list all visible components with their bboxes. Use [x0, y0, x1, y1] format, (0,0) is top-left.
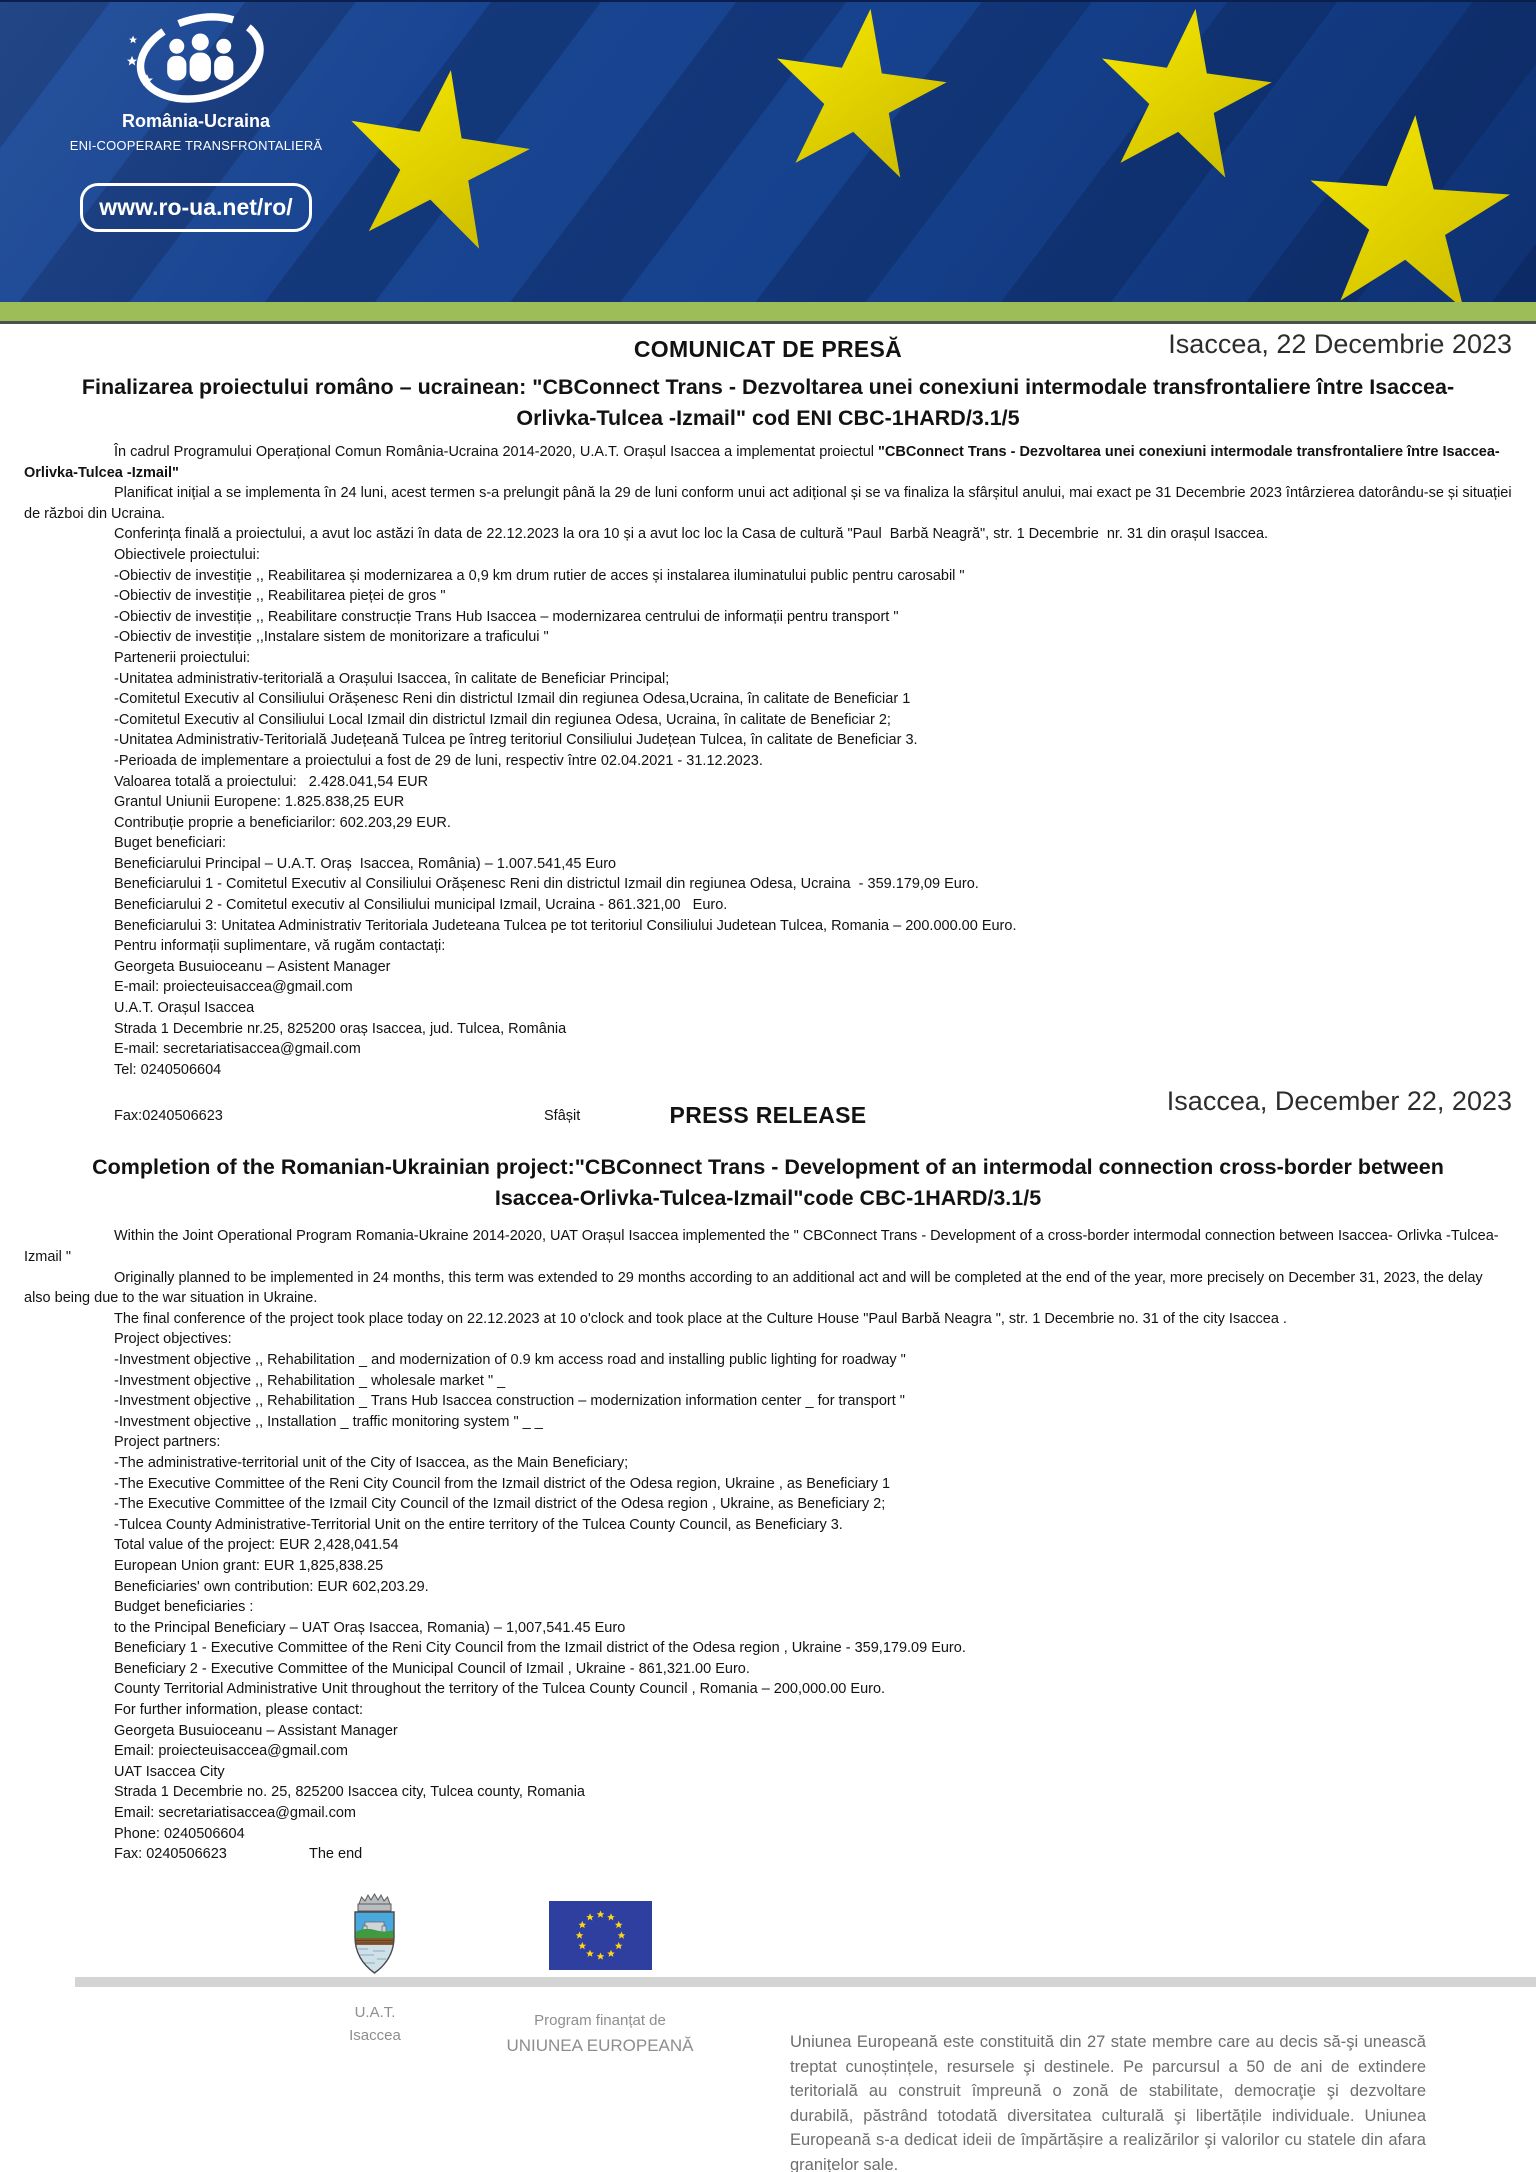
ro-kicker: COMUNICAT DE PRESĂ: [633, 336, 903, 362]
green-divider: [0, 302, 1536, 324]
body-line: -The administrative-territorial unit of the City of Isaccea, as the Main Beneficiary;: [114, 1454, 629, 1471]
body-line: Budget beneficiaries :: [114, 1599, 254, 1616]
body-line: -Unitatea administrativ-teritorială a Orașului Isaccea, în calitate de Beneficiar Principal;: [114, 670, 670, 687]
body-line: Strada 1 Decembrie no. 25, 825200 Isaccea city, Tulcea county, Romania: [114, 1784, 585, 1801]
eu-star-icon: [763, 2, 955, 182]
body-line: Tel: 0240506604: [114, 1061, 222, 1078]
body-line: Email: secretariatisaccea@gmail.com: [114, 1805, 356, 1822]
body-line: -Comitetul Executiv al Consiliului Orășenesc Reni din districtul Izmail din regiunea Odesa,Ucraina, în calitate de Beneficiar 1: [114, 691, 911, 708]
eu-flag-icon: [549, 1901, 652, 1970]
website-url: www.ro-ua.net/ro/: [99, 194, 293, 220]
website-link[interactable]: [80, 183, 311, 232]
body-line: Pentru informații suplimentare, vă rugăm contactați:: [114, 938, 446, 955]
ro-dateline: Isaccea, 22 Decembrie 2023: [1168, 329, 1512, 359]
footer-divider: [75, 1977, 1536, 1987]
en-fax-row: [24, 1846, 1512, 1872]
body-line: Beneficiaries' own contribution: EUR 602,203.29.: [114, 1578, 429, 1595]
romania-ucraina-logo-icon: [101, 10, 291, 106]
program-brand: România-Ucraina: [121, 111, 271, 131]
body-line: -Investment objective ,, Rehabilitation _ Trans Hub Isaccea construction – modernization information center _ for transport ": [114, 1393, 905, 1410]
program-subtitle: ENI-COOPERARE TRANSFRONTALIERĂ: [69, 138, 323, 153]
ro-detail-lines: [24, 545, 1512, 1080]
body-line: Beneficiarului 2 - Comitetul executiv al Consiliului municipal Izmail, Ucraina - 861.321,00 Euro.: [114, 897, 728, 914]
program-logo-block: [58, 10, 334, 232]
en-title: Completion of the Romanian-Ukrainian project:"CBConnect Trans - Development of an intermodal connection cross-border between Isaccea-Orlivka-Tulcea-Izmail"code CBC-1HARD/3.1/5: [92, 1155, 1444, 1211]
body-line: Project partners:: [114, 1434, 221, 1451]
body-line: -The Executive Committee of the Izmail City Council of the Izmail district of the Odesa region , Ukraine, as Beneficiary 2;: [114, 1496, 886, 1513]
isaccea-coat-of-arms-icon: [351, 1891, 398, 1975]
body-line: Project objectives:: [114, 1331, 232, 1348]
body-line: For further information, please contact:: [114, 1702, 364, 1719]
body-line: European Union grant: EUR 1,825,838.25: [114, 1557, 384, 1574]
ro-paragraph-3: Conferința finală a proiectului, a avut loc astăzi în data de 22.12.2023 la ora 10 și a avut loc loc la Casa de cultură "Paul Barbă Neagră", str. 1 Decembrie nr. 31 din orașul Isaccea.: [114, 526, 1269, 543]
body-line: Phone: 0240506604: [114, 1825, 245, 1842]
en-paragraph-1: Within the Joint Operational Program Romania-Ukraine 2014-2020, UAT Orașul Isaccea implemented the " CBConnect Trans - Development of a cross-border intermodal connection between Isaccea- Orlivka -Tulcea- Izmail ": [24, 1228, 1503, 1265]
body-line: Beneficiarului 1 - Comitetul Executiv al Consiliului Orășenesc Reni din districtul Izmail din regiunea Odesa, Ucraina - 359.179,09 Euro.: [114, 876, 979, 893]
eu-description-paragraph: Uniunea Europeană este constituită din 27 state membre care au decis să-şi unească treptat cunoștințele, resursele şi destinele. Pe parcursul a 50 de ani de extindere teritorială au construit împreună o zonă de stabilitate, democraţie şi dezvoltare durabilă, păstrând totodată diversitatea culturală şi libertățile individuale. Uniunea Europeană s-a dedicat ideii de împărtășire a realizărilor şi valorilor cu statele din afara granițelor sale.: [790, 2033, 1426, 2172]
uat-isaccea-label: U.A.T. Isaccea: [349, 2004, 401, 2044]
en-paragraph-3: The final conference of the project took place today on 22.12.2023 at 10 o'clock and took place at the Culture House "Paul Barbă Neagra ", str. 1 Decembrie no. 31 of the city Isaccea .: [114, 1310, 1287, 1327]
body-line: -Comitetul Executiv al Consiliului Local Izmail din districtul Izmail din regiunea Odesa, Ucraina, în calitate de Beneficiar 2;: [114, 711, 891, 728]
body-line: -Obiectiv de investiție ,, Reabilitarea și modernizarea a 0,9 km drum rutier de acces și instalarea iluminatului public pentru carosabil ": [114, 567, 965, 584]
body-line: County Territorial Administrative Unit throughout the territory of the Tulcea County Council , Romania – 200,000.00 Euro.: [114, 1681, 886, 1698]
body-line: Obiectivele proiectului:: [114, 546, 260, 563]
eu-star-icon: [1302, 108, 1515, 302]
program-funded-label: Program finanțat de UNIUNEA EUROPEANĂ: [506, 2012, 694, 2055]
body-line: Georgeta Busuioceanu – Asistent Manager: [114, 958, 391, 975]
en-detail-lines: [24, 1329, 1512, 1844]
body-line: -Unitatea Administrativ-Teritorială Județeană Tulcea pe întreg teritoriul Consiliului Județean Tulcea, în calitate de Beneficiar 3.: [114, 732, 918, 749]
body-line: E-mail: secretariatisaccea@gmail.com: [114, 1041, 361, 1058]
ro-heading-row: [24, 329, 1512, 370]
en-kicker: PRESS RELEASE: [669, 1102, 867, 1129]
body-line: to the Principal Beneficiary – UAT Oraș Isaccea, Romania) – 1,007,541.45 Euro: [114, 1619, 626, 1636]
body-line: Beneficiary 1 - Executive Committee of the Reni City Council from the Izmail district of the Odesa region , Ukraine - 359,179.09 Euro.: [114, 1640, 966, 1657]
body-line: E-mail: proiecteuisaccea@gmail.com: [114, 979, 353, 996]
document-body: [0, 329, 1536, 1872]
en-heading-row: [24, 1086, 1512, 1140]
body-line: Total value of the project: EUR 2,428,041.54: [114, 1537, 399, 1554]
body-line: -Investment objective ,, Rehabilitation _ and modernization of 0.9 km access road and installing public lighting for roadway ": [114, 1351, 906, 1368]
body-line: Beneficiary 2 - Executive Committee of the Municipal Council of Izmail , Ukraine - 861,321.00 Euro.: [114, 1660, 750, 1677]
body-line: Strada 1 Decembrie nr.25, 825200 oraș Isaccea, jud. Tulcea, România: [114, 1020, 567, 1037]
eu-star-icon: [1088, 2, 1280, 182]
body-line: UAT Isaccea City: [114, 1763, 225, 1780]
ro-paragraph-2: Planificat inițial a se implementa în 24 luni, acest termen s-a prelungit până la 29 de luni conform unui act adițional și se va finaliza la sfârșitul anului, mai exact pe 31 Decembrie 2023 întârzierea datorându-se și situației de război din Ucraina.: [24, 485, 1516, 522]
ro-fax-line: Fax:0240506623: [114, 1108, 223, 1125]
en-end-label: The end: [309, 1846, 363, 1863]
body-line: Buget beneficiari:: [114, 835, 227, 852]
body-line: -Obiectiv de investiție ,, Reabilitarea pieței de gros ": [114, 588, 446, 605]
program-banner: [0, 0, 1536, 302]
ro-title: Finalizarea proiectului româno – ucrainean: "CBConnect Trans - Dezvoltarea unei conexiuni intermodale transfrontaliere între Isaccea-Orlivka-Tulcea -Izmail" cod ENI CBC-1HARD/3.1/5: [81, 375, 1455, 430]
body-line: U.A.T. Orașul Isaccea: [114, 1000, 255, 1017]
body-line: -Perioada de implementare a proiectului a fost de 29 de luni, respectiv între 02.04.2021 - 31.12.2023.: [114, 752, 763, 769]
body-line: -Obiectiv de investiție ,,Instalare sistem de monitorizare a traficului ": [114, 629, 549, 646]
body-line: -Investment objective ,, Installation _ traffic monitoring system " _ _: [114, 1413, 543, 1430]
en-dateline: Isaccea, December 22, 2023: [1166, 1086, 1512, 1117]
body-line: Beneficiarului Principal – U.A.T. Oraș Isaccea, România) – 1.007.541,45 Euro: [114, 855, 617, 872]
body-line: Beneficiarului 3: Unitatea Administrativ Teritoriala Judeteana Tulcea pe tot teritoriul Consiliului Judetean Tulcea, Romania – 200.000.00 Euro.: [114, 917, 1017, 934]
ro-end-label: Sfâșit: [544, 1108, 581, 1125]
body-line: Georgeta Busuioceanu – Assistant Manager: [114, 1722, 398, 1739]
body-line: Email: proiecteuisaccea@gmail.com: [114, 1743, 348, 1760]
en-fax-line: Fax: 0240506623: [114, 1846, 227, 1863]
body-line: -Obiectiv de investiție ,, Reabilitare construcție Trans Hub Isaccea – modernizarea centrului de informații pentru transport ": [114, 608, 899, 625]
eu-star-icon: [335, 56, 541, 254]
body-line: Valoarea totală a proiectului: 2.428.041,54 EUR: [114, 773, 429, 790]
en-paragraph-2: Originally planned to be implemented in 24 months, this term was extended to 29 months according to an additional act and will be completed at the end of the year, more precisely on December 31, 2023, the delay also being due to the war situation in Ukraine.: [24, 1269, 1487, 1307]
body-line: Grantul Uniunii Europene: 1.825.838,25 EUR: [114, 794, 405, 811]
body-line: Partenerii proiectului:: [114, 649, 251, 666]
body-line: -Tulcea County Administrative-Territorial Unit on the entire territory of the Tulcea County Council, as Beneficiary 3.: [114, 1516, 843, 1533]
ro-paragraph-1: În cadrul Programului Operațional Comun România-Ucraina 2014-2020, U.A.T. Orașul Isaccea a implementat proiectul "CBConnect Trans - Dezvoltarea unei conexiuni intermodale transfrontaliere între Isaccea-Orlivka-Tulcea -Izmail": [24, 444, 1500, 481]
body-line: -The Executive Committee of the Reni City Council from the Izmail district of the Odesa region, Ukraine , as Beneficiary 1: [114, 1475, 891, 1492]
ro-paragraph-1-bold: "CBConnect Trans - Dezvoltarea unei conexiuni intermodale transfrontaliere între Isaccea-Orlivka-Tulcea -Izmail": [24, 444, 1500, 481]
body-line: -Investment objective ,, Rehabilitation _ wholesale market " _: [114, 1372, 506, 1389]
body-line: Contribuție proprie a beneficiarilor: 602.203,29 EUR.: [114, 814, 451, 831]
